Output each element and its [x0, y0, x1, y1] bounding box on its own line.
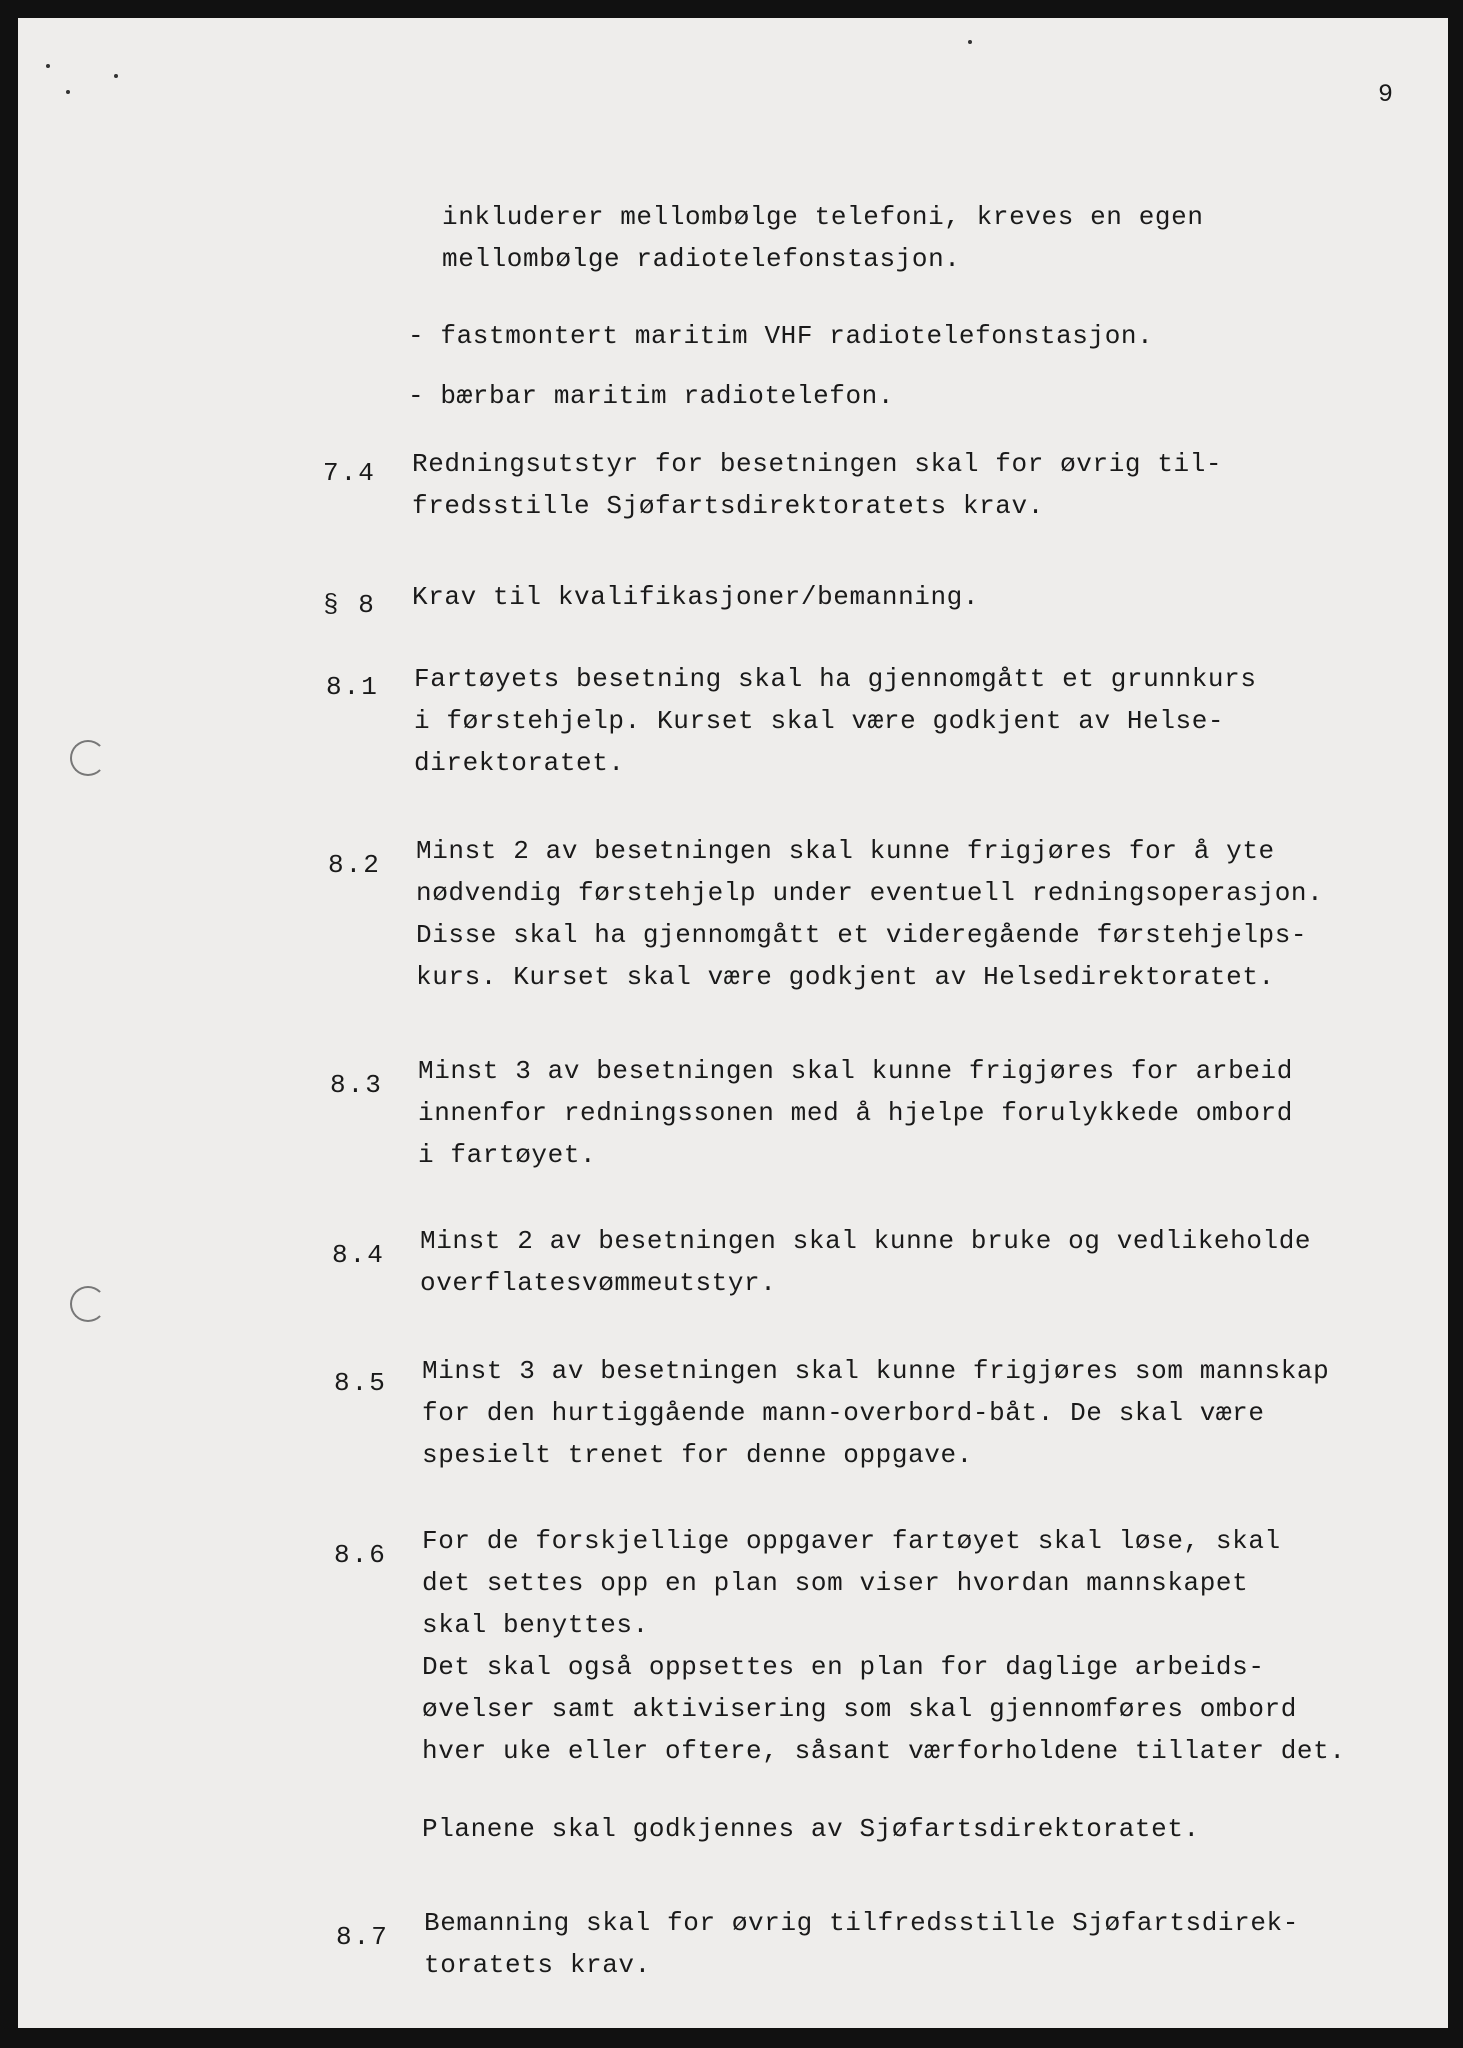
section-8-7-text — [424, 1902, 1299, 1986]
scan-speck — [114, 74, 118, 78]
text-line: toratets krav. — [424, 1950, 651, 1980]
punch-hole — [70, 740, 106, 776]
punch-hole — [70, 1286, 106, 1322]
section-8-6-text — [422, 1520, 1346, 1772]
text-line: nødvendig førstehjelp under eventuell redningsoperasjon. — [416, 878, 1324, 908]
section-8-heading — [412, 576, 979, 618]
bullet-item: - fastmontert maritim VHF radiotelefonstasjon. — [408, 321, 1154, 351]
scan-speck — [66, 90, 70, 94]
text-line: Minst 2 av besetningen skal kunne frigjøres for å yte — [416, 836, 1275, 866]
section-number: 8.6 — [334, 1540, 387, 1570]
section-heading: Krav til kvalifikasjoner/bemanning. — [412, 582, 980, 612]
section-8-2-text — [416, 830, 1323, 998]
text-line: Det skal også oppsettes en plan for daglige arbeids- — [422, 1652, 1265, 1682]
bullet-item: - bærbar maritim radiotelefon. — [408, 381, 895, 411]
section-number: 8.3 — [330, 1070, 383, 1100]
text-line: hver uke eller oftere, såsant værforholdene tillater det. — [422, 1736, 1346, 1766]
section-number: § 8 — [323, 590, 376, 620]
section-8-5-text — [422, 1350, 1329, 1476]
page-number: 9 — [1378, 80, 1394, 109]
section-8-1-text — [414, 658, 1257, 784]
section-8-4-text — [420, 1220, 1311, 1304]
bullet-list — [408, 306, 1153, 426]
text-line: Minst 3 av besetningen skal kunne frigjøres for arbeid — [418, 1056, 1293, 1086]
section-8-3-text — [418, 1050, 1293, 1176]
section-number: 8.1 — [326, 672, 379, 702]
text-line: Bemanning skal for øvrig tilfredsstille Sjøfartsdirek- — [424, 1908, 1299, 1938]
text-line: Redningsutstyr for besetningen skal for øvrig til- — [412, 449, 1223, 479]
text-line: i førstehjelp. Kurset skal være godkjent av Helse- — [414, 706, 1225, 736]
scan-speck — [968, 40, 972, 44]
text-line: det settes opp en plan som viser hvordan mannskapet — [422, 1568, 1249, 1598]
text-line: øvelser samt aktivisering som skal gjennomføres ombord — [422, 1694, 1297, 1724]
text-line: Minst 3 av besetningen skal kunne frigjøres som mannskap — [422, 1356, 1330, 1386]
intro-text — [442, 196, 1204, 280]
text-line: fredsstille Sjøfartsdirektoratets krav. — [412, 491, 1044, 521]
text-line: Minst 2 av besetningen skal kunne bruke og vedlikeholde — [420, 1226, 1312, 1256]
text-line: inkluderer mellombølge telefoni, kreves en egen — [442, 202, 1204, 232]
section-7-4-text — [412, 443, 1222, 527]
text-line: i fartøyet. — [418, 1140, 597, 1170]
text-line: overflatesvømmeutstyr. — [420, 1268, 777, 1298]
text-line: kurs. Kurset skal være godkjent av Helsedirektoratet. — [416, 962, 1275, 992]
text-line: Planene skal godkjennes av Sjøfartsdirektoratet. — [422, 1814, 1200, 1844]
section-number: 8.7 — [336, 1922, 389, 1952]
text-line: spesielt trenet for denne oppgave. — [422, 1440, 973, 1470]
text-line: For de forskjellige oppgaver fartøyet skal løse, skal — [422, 1526, 1281, 1556]
section-number: 7.4 — [323, 458, 376, 488]
text-line: for den hurtiggående mann-overbord-båt. De skal være — [422, 1398, 1265, 1428]
text-line: Fartøyets besetning skal ha gjennomgått et grunnkurs — [414, 664, 1257, 694]
scan-speck — [46, 64, 50, 68]
section-number: 8.2 — [328, 850, 381, 880]
scanned-page — [18, 18, 1448, 2028]
text-line: direktoratet. — [414, 748, 625, 778]
section-number: 8.5 — [334, 1368, 387, 1398]
text-line: mellombølge radiotelefonstasjon. — [442, 244, 961, 274]
text-line: innenfor redningssonen med å hjelpe forulykkede ombord — [418, 1098, 1293, 1128]
text-line: Disse skal ha gjennomgått et videregående førstehjelps- — [416, 920, 1308, 950]
text-line: skal benyttes. — [422, 1610, 649, 1640]
section-8-6-final — [422, 1808, 1200, 1850]
section-number: 8.4 — [332, 1240, 385, 1270]
